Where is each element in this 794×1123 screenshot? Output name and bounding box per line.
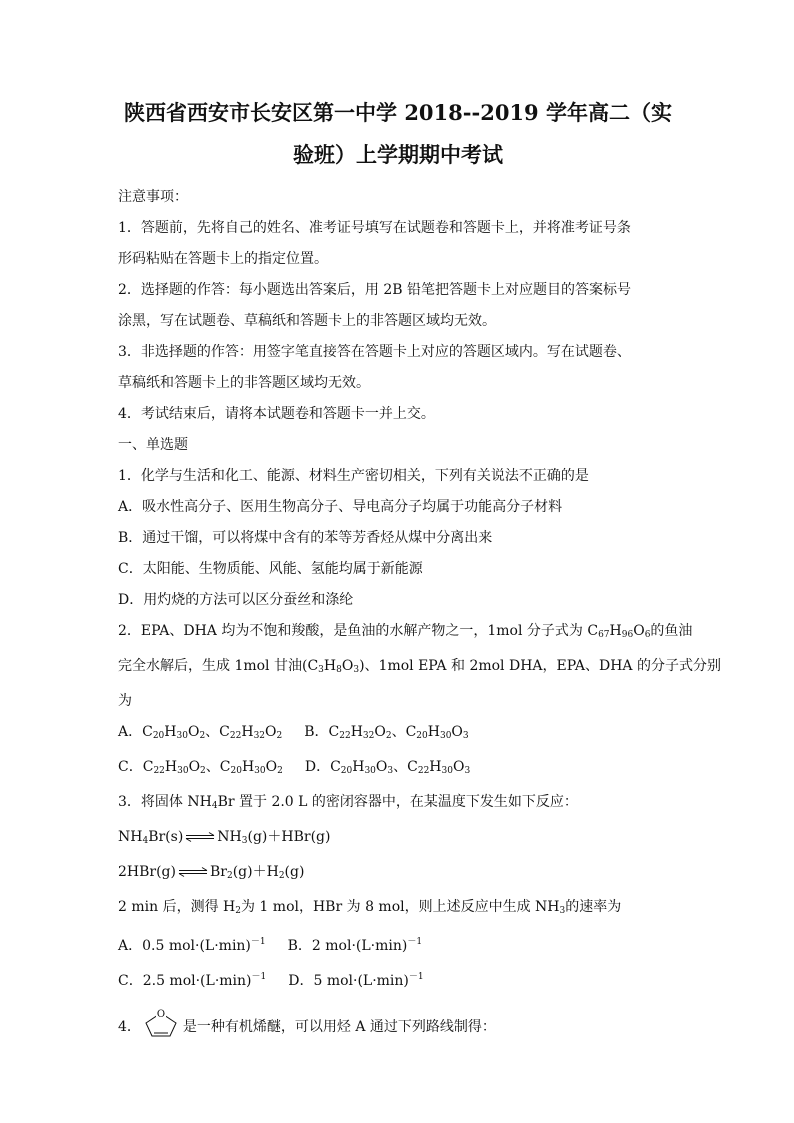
subscript: 30	[439, 731, 452, 741]
notice-item-1a: 1．答题前，先将自己的姓名、准考证号填写在试题卷和答题卡上，并将准考证号条	[118, 220, 631, 236]
subscript: 22	[417, 766, 430, 776]
exam-title	[118, 92, 678, 176]
ring-oxygen-label: O	[156, 1009, 166, 1020]
subscript: 2	[278, 871, 285, 881]
exam-page	[118, 92, 721, 1043]
subscript: 8	[336, 665, 342, 675]
subscript: 3	[462, 731, 469, 741]
notice-item-4: 4．考试结束后，请将本试题卷和答题卡一并上交。	[118, 406, 435, 422]
q3-text: NH	[217, 829, 242, 845]
q2-option-d	[305, 759, 470, 775]
notice-item-3b: 草稿纸和答题卡上的非答题区域均无效。	[118, 375, 370, 391]
superscript: －1	[408, 972, 424, 982]
q3-option-c	[118, 973, 266, 989]
q4-text: 是一种有机烯醚，可以用烃 A 通过下列路线制得：	[182, 1019, 496, 1035]
q3-text: NH	[118, 829, 143, 845]
q2-options-cd	[118, 752, 678, 787]
opt-text: H	[350, 724, 363, 740]
opt-text: H	[427, 724, 440, 740]
q2-option-b	[304, 724, 468, 740]
q3-options-ab	[118, 927, 678, 962]
q3-text: 为 1 mol，HBr 为 8 mol，则上述反应中生成 NH	[240, 899, 560, 915]
opt-text: 、C	[393, 759, 418, 775]
opt-text: O	[265, 724, 277, 740]
q2-text: O	[633, 623, 645, 639]
opt-text: D．C	[304, 759, 341, 775]
q3-text: 2HBr(g)	[118, 864, 176, 880]
subscript: 30	[441, 766, 453, 776]
notice-item-3a: 3．非选择题的作答：用签字笔直接答在答题卡上对应的答题区域内。写在试题卷、	[118, 344, 631, 360]
q3-text: 2 min 后，测得 H	[118, 899, 236, 915]
q2-stem-line-3: 为	[118, 693, 132, 709]
q3-option-b	[288, 938, 422, 954]
q3-reaction-1	[118, 822, 678, 857]
q1-option-d: D．用灼烧的方法可以区分蚕丝和涤纶	[118, 592, 354, 608]
q2-option-a	[118, 724, 282, 740]
opt-text: H	[429, 759, 442, 775]
q2-stem-line-1	[118, 616, 693, 651]
dihydrofuran-structure-icon	[141, 1005, 181, 1039]
equilibrium-arrow-icon	[178, 867, 208, 877]
question-3	[118, 787, 678, 997]
notice-heading: 注意事项：	[118, 189, 188, 205]
opt-text: 、C	[205, 724, 230, 740]
opt-text: O	[375, 759, 388, 775]
opt-text: A．C	[118, 724, 153, 740]
q4-number: 4．	[118, 1019, 141, 1035]
q2-text: O	[341, 658, 354, 674]
q2-text: H	[323, 658, 337, 674]
subscript: 2	[276, 731, 283, 741]
subscript: 32	[253, 731, 266, 741]
opt-text: H	[352, 759, 365, 775]
opt-text: H	[164, 759, 178, 775]
q1-option-a: A．吸水性高分子、医用生物高分子、导电高分子均属于功能高分子材料	[118, 499, 563, 515]
subscript: 67	[598, 630, 610, 640]
q2-options-ab	[118, 717, 678, 752]
q3-option-d	[288, 973, 423, 989]
subscript: 3	[318, 665, 324, 675]
subscript: 2	[226, 871, 233, 881]
opt-text: D．5 mol·(L·min)	[288, 973, 409, 989]
subscript: 30	[177, 766, 189, 776]
q3-condition	[118, 892, 678, 927]
subscript: 3	[353, 665, 360, 675]
subscript: 4	[211, 801, 218, 811]
opt-text: H	[241, 759, 255, 775]
opt-text: H	[241, 724, 254, 740]
notice-item-2a: 2．选择题的作答：每小题选出答案后，用 2B 铅笔把答题卡上对应题目的答案标号	[118, 282, 632, 298]
opt-text: H	[164, 724, 177, 740]
superscript: －1	[407, 937, 423, 947]
question-4	[118, 1005, 678, 1043]
q1-option-c: C．太阳能、生物质能、风能、氢能均属于新能源	[118, 561, 423, 577]
q2-text: 2．EPA、DHA 均为不饱和羧酸，是鱼油的水解产物之一，1mol 分子式为 C	[118, 623, 599, 639]
subscript: 6	[644, 630, 651, 640]
q2-text: H	[609, 623, 622, 639]
q1-option-b: B．通过干馏，可以将煤中含有的苯等芳香烃从煤中分离出来	[118, 530, 493, 546]
equilibrium-arrow-icon	[185, 832, 215, 842]
subscript: 3	[241, 836, 248, 846]
opt-text: B．C	[304, 724, 340, 740]
opt-text: C．2.5 mol·(L·min)	[118, 973, 252, 989]
subscript: 30	[176, 731, 188, 741]
subscript: 2	[277, 766, 283, 776]
q2-stem-line-2	[118, 651, 721, 686]
subscript: 3	[464, 766, 471, 776]
q3-text: Br(s)	[148, 829, 184, 845]
subscript: 2	[235, 906, 241, 916]
q3-text: Br	[209, 864, 227, 880]
notice-item-2b: 涂黑，写在试题卷、草稿纸和答题卡上的非答题区域均无效。	[118, 313, 496, 329]
q3-text: 3．将固体 NH	[118, 794, 212, 810]
subscript: 2	[200, 766, 206, 776]
subscript: 22	[339, 731, 351, 741]
subscript: 3	[559, 906, 566, 916]
q3-text: (g)＋H	[232, 864, 279, 880]
q3-text: Br 置于 2.0 L 的密闭容器中，在某温度下发生如下反应：	[217, 794, 578, 810]
q3-reaction-2	[118, 857, 678, 892]
opt-text: O	[265, 759, 278, 775]
subscript: 2	[199, 731, 206, 741]
opt-text: O	[188, 759, 201, 775]
opt-text: C．C	[118, 759, 154, 775]
subscript: 32	[362, 731, 375, 741]
superscript: －1	[251, 972, 267, 982]
q2-text: 完全水解后，生成 1mol 甘油(C	[118, 658, 319, 674]
opt-text: O	[374, 724, 386, 740]
q2-option-c	[118, 759, 283, 775]
title-line-2: 验班）上学期期中考试	[293, 142, 503, 167]
question-1	[118, 461, 678, 616]
q3-stem	[118, 787, 678, 822]
opt-text: 、C	[205, 759, 231, 775]
opt-text: O	[451, 724, 463, 740]
q2-text: )、1mol EPA 和 2mol DHA，EPA、DHA 的分子式分别	[359, 658, 721, 674]
q3-options-cd	[118, 962, 678, 997]
q3-text: (g)＋HBr(g)	[247, 829, 331, 845]
subscript: 20	[340, 766, 353, 776]
subscript: 30	[364, 766, 376, 776]
spacer	[118, 997, 678, 1005]
opt-text: A．0.5 mol·(L·min)	[118, 938, 251, 954]
superscript: －1	[250, 937, 266, 947]
notice-section	[118, 182, 678, 430]
q4-stem	[118, 1005, 678, 1043]
subscript: 4	[142, 836, 149, 846]
q3-option-a	[118, 938, 266, 954]
subscript: 30	[254, 766, 266, 776]
subscript: 20	[416, 731, 428, 741]
subscript: 3	[387, 766, 394, 776]
opt-text: 、C	[391, 724, 417, 740]
q1-stem: 1．化学与生活和化工、能源、材料生产密切相关，下列有关说法不正确的是	[118, 468, 589, 484]
subscript: 20	[230, 766, 242, 776]
title-line-1: 陕西省西安市长安区第一中学 2018--2019 学年高二（实	[124, 100, 672, 125]
subscript: 20	[152, 731, 165, 741]
q3-text: 的速率为	[565, 899, 622, 915]
opt-text: O	[187, 724, 200, 740]
notice-item-1b: 形码粘贴在答题卡上的指定位置。	[118, 251, 328, 267]
subscript: 22	[153, 766, 165, 776]
q2-text: 的鱼油	[650, 623, 693, 639]
section-heading-single-choice: 一、单选题	[118, 437, 188, 453]
opt-text: B．2 mol·(L·min)	[287, 938, 408, 954]
subscript: 22	[229, 731, 242, 741]
q3-text: (g)	[284, 864, 305, 880]
subscript: 2	[385, 731, 392, 741]
subscript: 96	[621, 630, 634, 640]
opt-text: O	[452, 759, 465, 775]
question-2	[118, 616, 721, 787]
